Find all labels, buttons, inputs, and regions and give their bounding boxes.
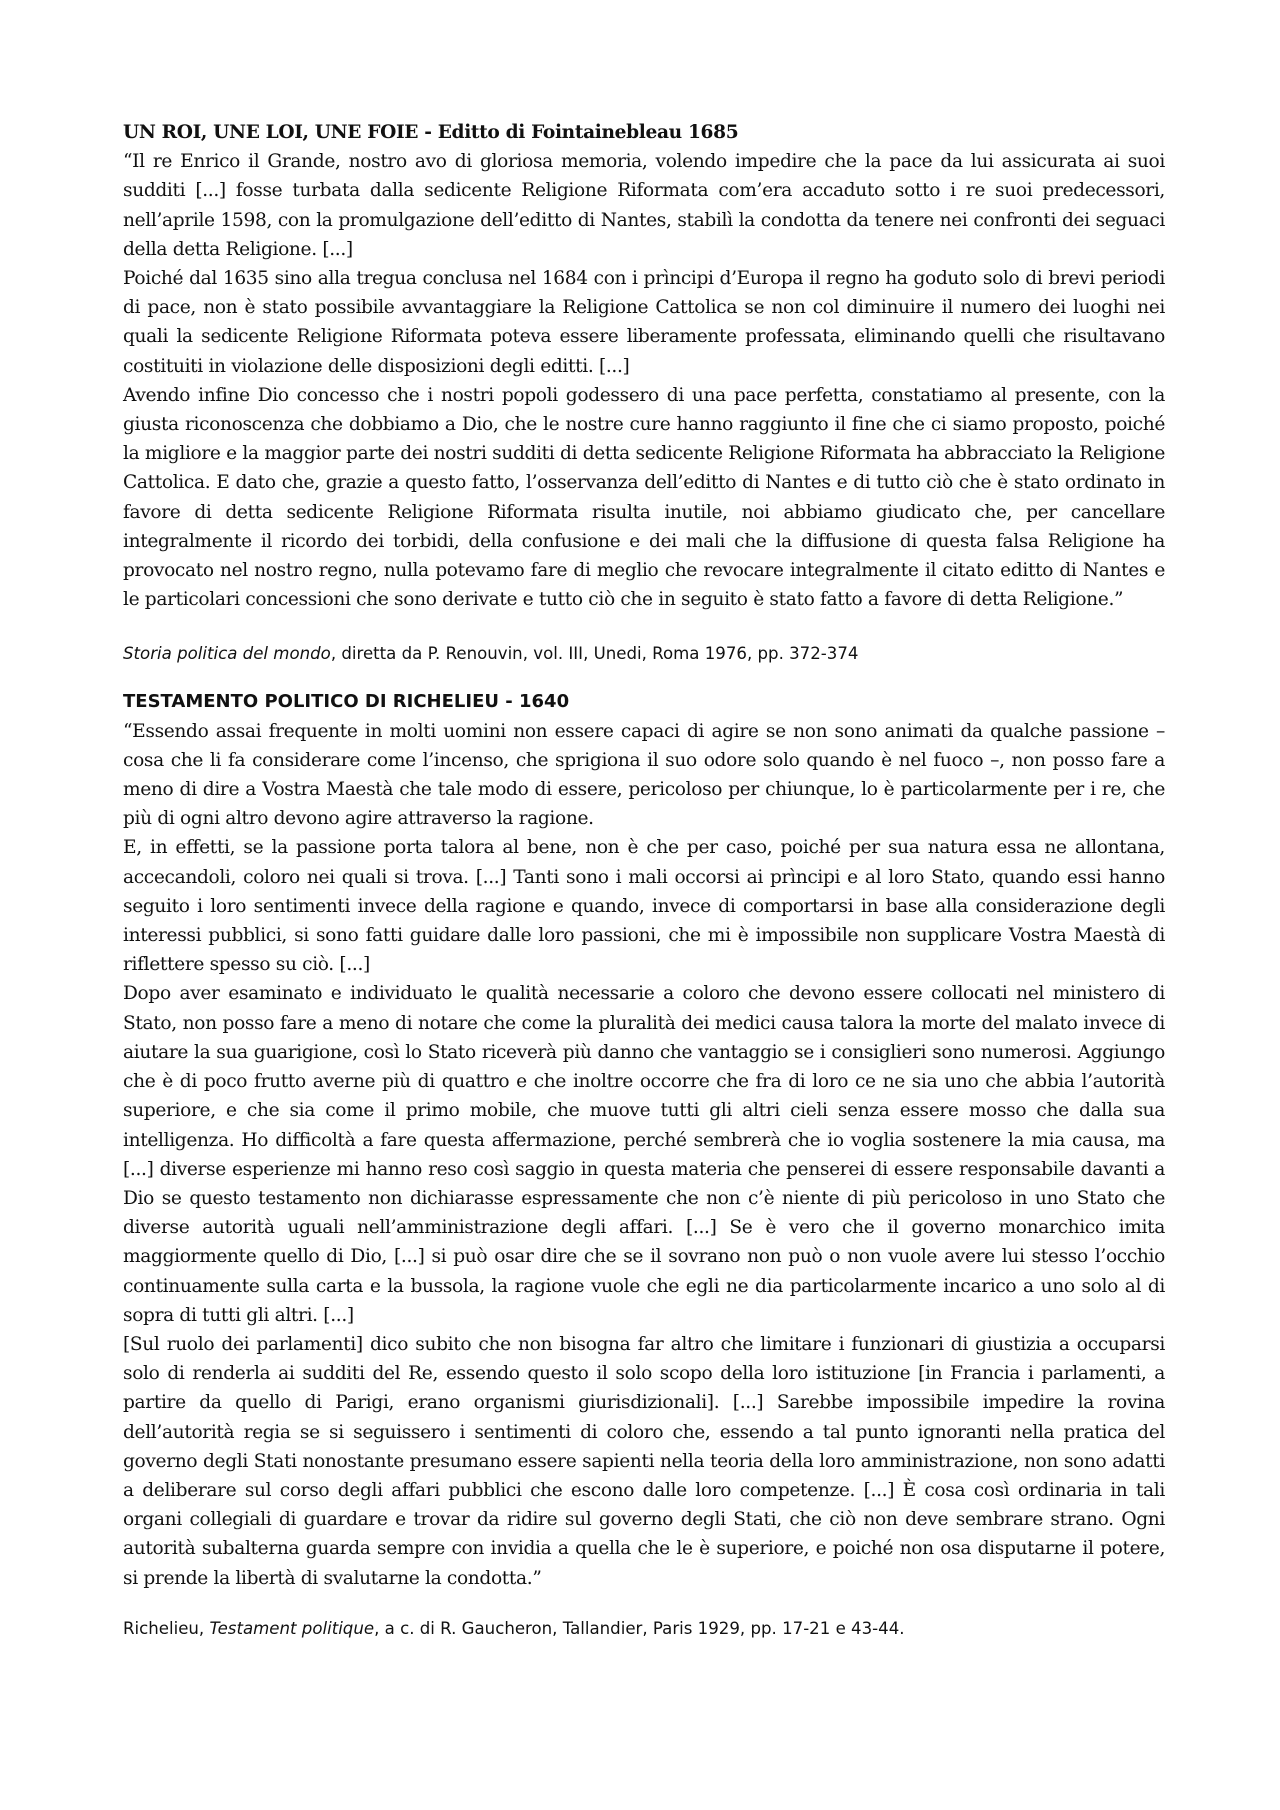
spacer [123, 1593, 1165, 1616]
section2-paragraph-4: [Sul ruolo dei parlamenti] dico subito che non bisogna far altro che limitare i funzionari di giustizia a occuparsi solo di renderla ai sudditi del Re, essendo questo il solo scopo della loro istituzione [in Francia i parlamenti, a partire da quello di Parigi, erano organismi giurisdizionali]. [...] Sarebbe impossibile impedire la rovina dell’autorità regia se si seguissero i sentimenti di coloro che, essendo a tal punto ignoranti nella pratica del governo degli Stati nonostante presumano essere sapienti nella teoria della loro amministrazione, non sono adatti a deliberare sul corso degli affari pubblici che escono dalle loro competenze. [...] È cosa così ordinaria in tali organi collegiali di guardare e trovar da ridire sul governo degli Stati, che ciò non deve sembrare strano. Ogni autorità subalterna guarda sempre con invidia a quella che le è superiore, e poiché non osa disputarne il potere, si prende la libertà di svalutarne la condotta.” [123, 1333, 1165, 1589]
section2-title: TESTAMENTO POLITICO DI RICHELIEU - 1640 [123, 691, 570, 713]
section2-source [123, 1616, 1165, 1642]
document-page [123, 118, 1165, 1642]
section2-source-title: Testament politique [209, 1618, 375, 1638]
section2-paragraph-1: “Essendo assai frequente in molti uomini non essere capaci di agire se non sono animati da qualche passione – cosa che li fa considerare come l’incenso, che sprigiona il suo odore solo quando è nel fuoco –, non posso fare a meno di dire a Vostra Maestà che tale modo di essere, pericoloso per chiunque, lo è particolarmente per i re, che più di ogni altro devono agire attraverso la ragione. [123, 720, 1165, 830]
spacer [123, 614, 1165, 641]
section2-paragraph-2: E, in effetti, se la passione porta talora al bene, non è che per caso, poiché per sua natura essa ne allontana, accecandoli, coloro nei quali si trova. [...] Tanti sono i mali occorsi ai prìncipi e al loro Stato, quando essi hanno seguito i loro sentimenti invece della ragione e quando, invece di comportarsi in base alla considerazione degli interessi pubblici, si sono fatti guidare dalle loro passioni, che mi è impossibile non supplicare Vostra Maestà di riflettere spesso su ciò. [...] [123, 837, 1165, 976]
section1-source-title: Storia politica del mondo [123, 644, 331, 664]
section1-paragraph-3: Avendo infine Dio concesso che i nostri popoli godessero di una pace perfetta, constatiamo al presente, con la giusta riconoscenza che dobbiamo a Dio, che le nostre cure hanno raggiunto il fine che ci siamo proposto, poiché la migliore e la maggior parte dei nostri sudditi di detta sedicente Religione Riformata ha abbracciato la Religione Cattolica. E dato che, grazie a questo fatto, l’osservanza dell’editto di Nantes e di tutto ciò che è stato ordinato in favore di detta sedicente Religione Riformata risulta inutile, noi abbiamo giudicato che, per cancellare integralmente il ricordo dei torbidi, della confusione e dei mali che la diffusione di questa falsa Religione ha provocato nel nostro regno, nulla potevamo fare di meglio che revocare integralmente il citato editto di Nantes e le particolari concessioni che sono derivate e tutto ciò che in seguito è stato fatto a favore di detta Religione.” [123, 384, 1165, 611]
section1-title: UN ROI, UNE LOI, UNE FOIE - Editto di Fointainebleau 1685 [123, 122, 739, 143]
section2-source-rest: , a c. di R. Gaucheron, Tallandier, Paris 1929, pp. 17-21 e 43-44. [374, 1618, 905, 1638]
section1-source-rest: , diretta da P. Renouvin, vol. III, Unedi, Roma 1976, pp. 372-374 [330, 644, 859, 664]
section2-body [123, 717, 1165, 1593]
section2-source-author: Richelieu, [123, 1618, 210, 1638]
section2-paragraph-3: Dopo aver esaminato e individuato le qualità necessarie a coloro che devono essere collocati nel ministero di Stato, non posso fare a meno di notare che come la pluralità dei medici causa talora la morte del malato invece di aiutare la sua guarigione, così lo Stato riceverà più danno che vantaggio se i consiglieri sono numerosi. Aggiungo che è di poco frutto averne più di quattro e che inoltre occorre che fra di loro ce ne sia uno che abbia l’autorità superiore, e che sia come il primo mobile, che muove tutti gli altri cieli senza essere mosso che dalla sua intelligenza. Ho difficoltà a fare questa affermazione, perché sembrerà che io voglia sostenere la mia causa, ma [...] diverse esperienze mi hanno reso così saggio in questa materia che penserei di essere responsabile davanti a Dio se questo testamento non dichiarasse espressamente che non c’è niente di più pericoloso in uno Stato che diverse autorità uguali nell’amministrazione degli affari. [...] Se è vero che il governo monarchico imita maggiormente quello di Dio, [...] si può osar dire che se il sovrano non può o non vuole avere lui stesso l’occhio continuamente sulla carta e la bussola, la ragione vuole che egli ne dia particolarmente incarico a uno solo al di sopra di tutti gli altri. [...] [123, 983, 1165, 1326]
section1-paragraph-1: “Il re Enrico il Grande, nostro avo di gloriosa memoria, volendo impedire che la pace da lui assicurata ai suoi sudditi [...] fosse turbata dalla sedicente Religione Riformata com’era accaduto sotto i re suoi predecessori, nell’aprile 1598, con la promulgazione dell’editto di Nantes, stabilì la condotta da tenere nei confronti dei seguaci della detta Religione. [...] [123, 151, 1165, 260]
spacer [123, 667, 1165, 687]
section1-source [123, 641, 1165, 667]
section1-body [123, 147, 1165, 614]
section1-paragraph-2: Poiché dal 1635 sino alla tregua conclusa nel 1684 con i prìncipi d’Europa il regno ha goduto solo di brevi periodi di pace, non è stato possibile avvantaggiare la Religione Cattolica se non col diminuire il numero dei luoghi nei quali la sedicente Religione Riformata poteva essere liberamente professata, eliminando quelli che risultavano costituiti in violazione delle disposizioni degli editti. [...] [123, 268, 1165, 377]
